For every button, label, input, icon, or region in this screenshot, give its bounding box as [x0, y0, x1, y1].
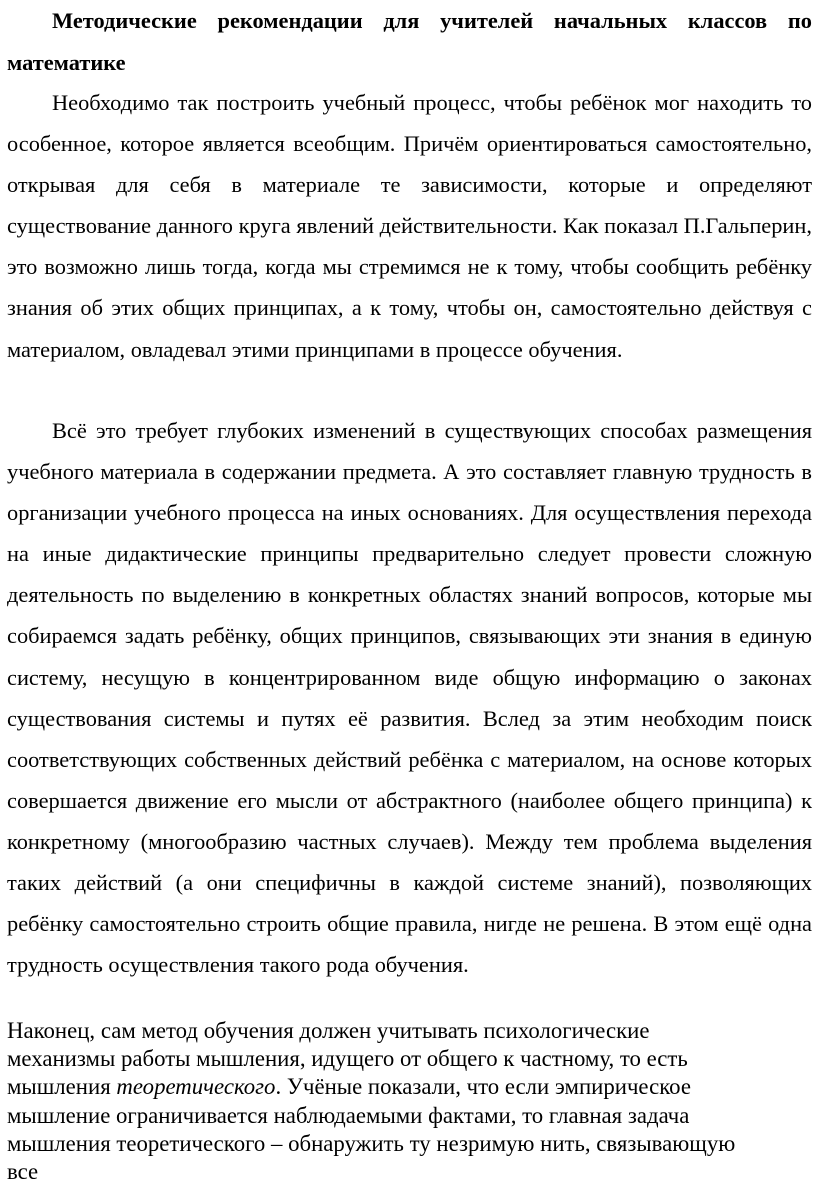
paragraph-3-emphasis: теоретического	[116, 1074, 276, 1100]
paragraph-3-part-1: Наконец, сам метод обучения должен учитывать психологические механизмы работы мышления, идущего от общего к частному, то есть мышления	[7, 1018, 688, 1100]
paragraph-2: Всё это требует глубоких изменений в существующих способах размещения учебного материала в содержании предмета. А это составляет главную трудность в организации учебного процесса на иных основаниях. Для осуществления перехода на иные дидактические принципы предварительно следует провести сложную деятельность по выделению в конкретных областях знаний вопросов, которые мы собираемся задать ребёнку, общих принципов, связывающих эти знания в единую систему, несущую в концентрированном виде общую информацию о законах существования системы и путях её развития. Вслед за этим необходим поиск соответствующих собственных действий ребёнка с материалом, на основе которых совершается движение его мысли от абстрактного (наиболее общего принципа) к конкретному (многообразию частных случаев). Между тем проблема выделения таких действий (а они специфичны в каждой системе знаний), позволяющих ребёнку самостоятельно строить общие правила, нигде не решена. В этом ещё одна трудность осуществления такого рода обучения.	[7, 418, 812, 978]
paragraph-1: Необходимо так построить учебный процесс, чтобы ребёнок мог находить то особенное, которое является всеобщим. Причём ориентироваться самостоятельно, открывая для себя в материале те зависимости, которые и определяют существование данного круга явлений действительности. Как показал П.Гальперин, это возможно лишь тогда, когда мы стремимся не к тому, чтобы сообщить ребёнку знания об этих общих принципах, а к тому, чтобы он, самостоятельно действуя с материалом, овладевал этими принципами в процессе обучения.	[7, 90, 812, 362]
paragraph-3-part-2: . Учёные показали, что если эмпирическое мышление ограничивается наблюдаемыми фактами, то главная задача мышления теоретического – обнаружить ту незримую нить, связывающую все	[7, 1074, 736, 1185]
paragraph-3	[0, 1017, 816, 1186]
document-heading: Методические рекомендации для учителей начальных классов по математике	[7, 8, 812, 75]
